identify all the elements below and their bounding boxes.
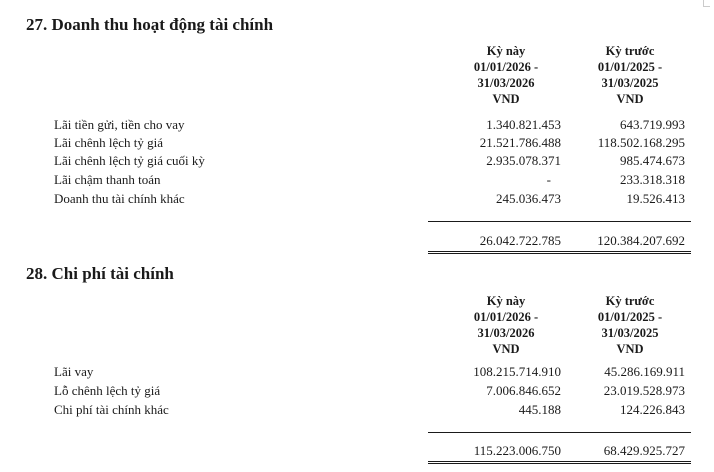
current-period-currency: VND bbox=[492, 92, 520, 106]
row-previous-value: 985.474.673 bbox=[620, 153, 685, 168]
total-previous-value: 68.429.925.727 bbox=[603, 443, 685, 458]
section-28-previous-period-header bbox=[560, 293, 700, 357]
section-27-title: 27. Doanh thu hoạt động tài chính bbox=[26, 15, 274, 34]
current-period-start: 01/01/2026 - bbox=[473, 310, 539, 324]
row-label: Doanh thu tài chính khác bbox=[54, 191, 185, 206]
current-period-currency: VND bbox=[492, 342, 520, 356]
row-label: Lãi vay bbox=[54, 364, 94, 379]
row-previous-value: 45.286.169.911 bbox=[604, 364, 685, 379]
section-28-current-period-header bbox=[436, 293, 576, 357]
row-current-value: 2.935.078.371 bbox=[486, 153, 561, 168]
total-double-rule bbox=[428, 251, 691, 254]
row-previous-value: 643.719.993 bbox=[620, 117, 685, 132]
row-current-value: - bbox=[546, 172, 551, 187]
section-27-current-period-header bbox=[436, 43, 576, 107]
row-current-value: 108.215.714.910 bbox=[473, 364, 561, 379]
subtotal-rule bbox=[428, 432, 691, 433]
row-label: Lãi chênh lệch tỷ giá cuối kỳ bbox=[54, 153, 205, 168]
row-previous-value: 233.318.318 bbox=[620, 172, 685, 187]
page-corner-mark bbox=[703, 0, 710, 7]
current-period-start: 01/01/2026 - bbox=[473, 60, 539, 74]
row-current-value: 21.521.786.488 bbox=[479, 135, 561, 150]
previous-period-start: 01/01/2025 - bbox=[597, 60, 663, 74]
row-previous-value: 19.526.413 bbox=[626, 191, 685, 206]
row-previous-value: 23.019.528.973 bbox=[603, 383, 685, 398]
previous-period-currency: VND bbox=[616, 342, 644, 356]
total-previous-value: 120.384.207.692 bbox=[597, 233, 685, 248]
row-label: Lãi chậm thanh toán bbox=[54, 172, 161, 187]
current-period-end: 31/03/2026 bbox=[477, 326, 535, 340]
previous-period-end: 31/03/2025 bbox=[601, 326, 659, 340]
previous-period-start: 01/01/2025 - bbox=[597, 310, 663, 324]
previous-period-label: Kỳ trước bbox=[605, 294, 655, 308]
section-27-previous-period-header bbox=[560, 43, 700, 107]
current-period-label: Kỳ này bbox=[486, 294, 526, 308]
row-current-value: 1.340.821.453 bbox=[486, 117, 561, 132]
total-double-rule bbox=[428, 461, 691, 464]
row-label: Lãi chênh lệch tỷ giá bbox=[54, 135, 164, 150]
total-current-value: 26.042.722.785 bbox=[479, 233, 561, 248]
row-previous-value: 124.226.843 bbox=[620, 402, 685, 417]
row-current-value: 445.188 bbox=[518, 402, 561, 417]
row-label: Lãi tiền gửi, tiền cho vay bbox=[54, 117, 185, 132]
row-current-value: 7.006.846.652 bbox=[486, 383, 561, 398]
row-current-value: 245.036.473 bbox=[496, 191, 561, 206]
subtotal-rule bbox=[428, 221, 691, 222]
previous-period-label: Kỳ trước bbox=[605, 44, 655, 58]
row-previous-value: 118.502.168.295 bbox=[597, 135, 685, 150]
total-current-value: 115.223.006.750 bbox=[473, 443, 561, 458]
previous-period-end: 31/03/2025 bbox=[601, 76, 659, 90]
row-label: Lỗ chênh lệch tỷ giá bbox=[54, 383, 161, 398]
current-period-end: 31/03/2026 bbox=[477, 76, 535, 90]
previous-period-currency: VND bbox=[616, 92, 644, 106]
row-label: Chi phí tài chính khác bbox=[54, 402, 169, 417]
section-28-title: 28. Chi phí tài chính bbox=[26, 264, 174, 283]
current-period-label: Kỳ này bbox=[486, 44, 526, 58]
